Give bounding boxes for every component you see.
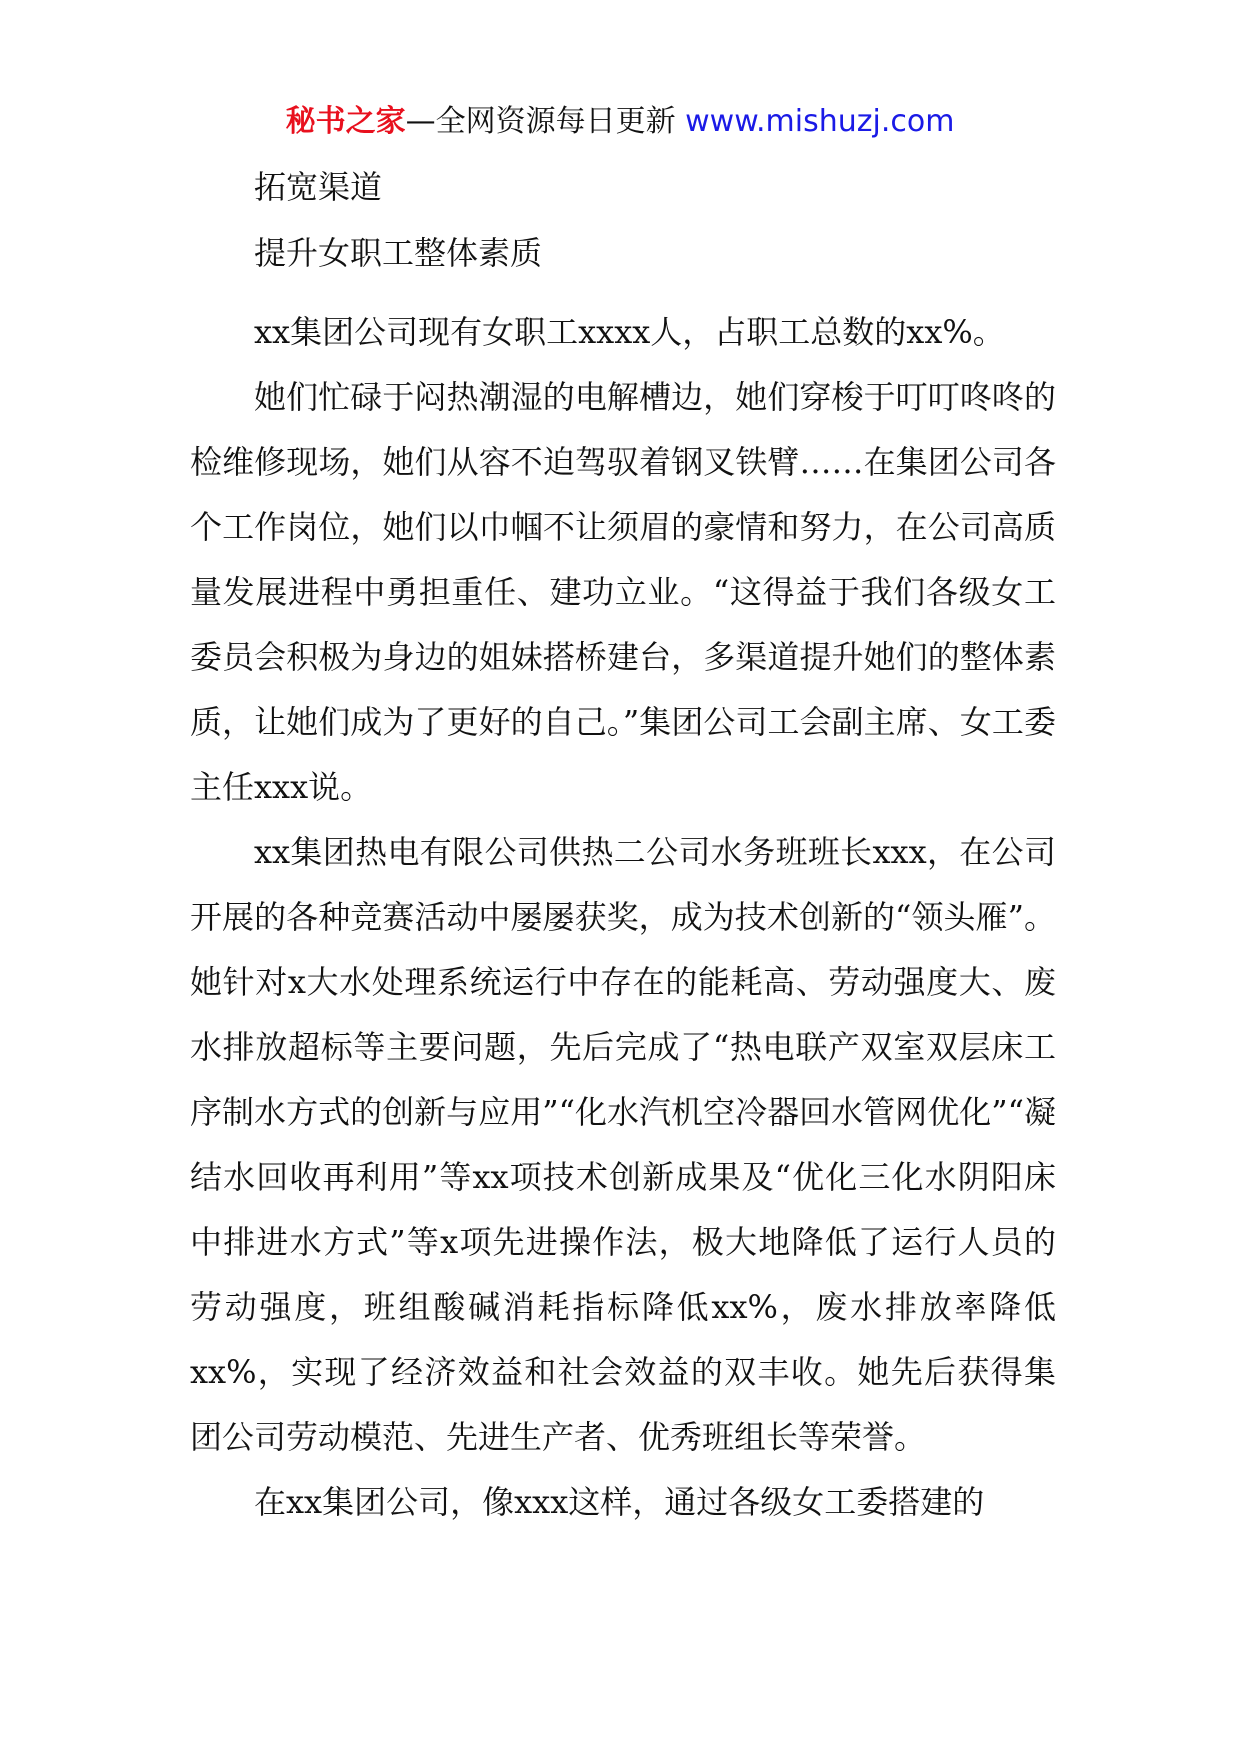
paragraph-3: xx集团热电有限公司供热二公司水务班班长xxx，在公司开展的各种竞赛活动中屡屡获奖，成为技术创新的“领头雁”。她针对x大水处理系统运行中存在的能耗高、劳动强度大、废水排放超标等主要问题，先后完成了“热电联产双室双层床工序制水方式的创新与应用”“化水汽机空冷器回水管网优化”“凝结水回收再利用”等xx项技术创新成果及“优化三化水阴阳床中排进水方式”等x项先进操作法，极大地降低了运行人员的劳动强度，班组酸碱消耗指标降低xx%，废水排放率降低xx%，实现了经济效益和社会效益的双丰收。她先后获得集团公司劳动模范、先进生产者、优秀班组长等荣誉。	[190, 833, 1056, 1456]
document-body	[190, 168, 1056, 1535]
site-url-link[interactable]: www.mishuzj.com	[685, 104, 955, 139]
document-title-line-2: 提升女职工整体素质	[254, 234, 543, 272]
paragraph-1: xx集团公司现有女职工xxxx人，占职工总数的xx%。	[254, 313, 1005, 351]
site-tagline: —全网资源每日更新	[405, 104, 686, 139]
document-title-line-1: 拓宽渠道	[254, 168, 383, 206]
paragraph-2: 她们忙碌于闷热潮湿的电解槽边，她们穿梭于叮叮咚咚的检维修现场，她们从容不迫驾驭着钢叉铁臂……在集团公司各个工作岗位，她们以巾帼不让须眉的豪情和努力，在公司高质量发展进程中勇担重任、建功立业。“这得益于我们各级女工委员会积极为身边的姐妹搭桥建台，多渠道提升她们的整体素质，让她们成为了更好的自己。”集团公司工会副主席、女工委主任xxx说。	[190, 378, 1056, 806]
site-brand-name: 秘书之家	[285, 104, 406, 139]
paragraph-4: 在xx集团公司，像xxx这样，通过各级女工委搭建的	[254, 1483, 985, 1521]
site-header-banner	[0, 100, 1240, 144]
